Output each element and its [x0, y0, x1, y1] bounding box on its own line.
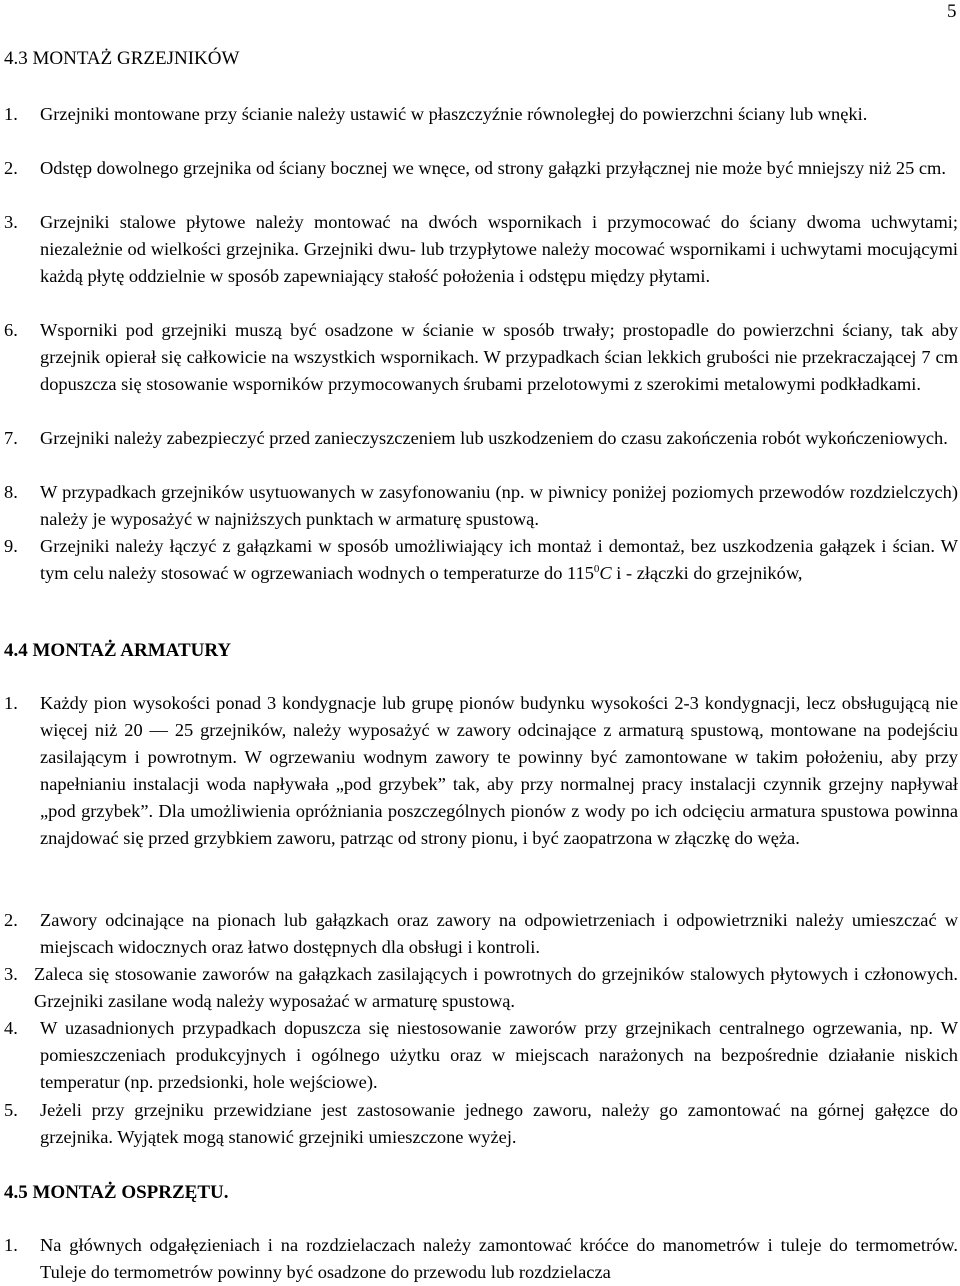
- list-item: [4, 907, 958, 961]
- list-item: [4, 690, 958, 852]
- item-text: [40, 533, 958, 587]
- item-number: 8.: [4, 482, 18, 502]
- item-number: 4.: [4, 1018, 18, 1038]
- item-text-part: Grzejniki należy łączyć z gałązkami w sposób umożliwiający ich montaż i demontaż, bez uszkodzenia gałązek i ścian. W tym celu należy stosować w ogrzewaniach wodnych o temperaturze do 115: [40, 536, 958, 583]
- item-text: W uzasadnionych przypadkach dopuszcza się niestosowanie zaworów przy grzejnikach centralnego ogrzewania, np. W pomieszczeniach produkcyjnych i ogólnego użytku oraz w miejscach narażonych na bezpośrednie działanie niskich temperatur (np. przedsionki, hole wejściowe).: [40, 1018, 958, 1092]
- item-number: 5.: [4, 1100, 18, 1120]
- item-number: 1.: [4, 1235, 18, 1255]
- section-heading-4-3: 4.3 MONTAŻ GRZEJNIKÓW: [4, 48, 240, 69]
- list-item: [4, 479, 958, 533]
- item-number: 6.: [4, 320, 18, 340]
- item-number: 7.: [4, 428, 18, 448]
- item-number: 1.: [4, 104, 18, 124]
- item-number: 9.: [4, 536, 18, 556]
- item-text: Każdy pion wysokości ponad 3 kondygnacje lub grupę pionów budynku wysokości 2-3 kondygnacji, lecz obsługującą nie więcej niż 20 — 25 grzejników, należy wyposażyć w zawory odcinające z armaturą spustową, montowane na podejściu zasilającym i powrotnym. W ogrzewaniu wodnym zawory te powinny być zamontowane w takim położeniu, aby przy napełnianiu instalacji woda napływała „pod grzybek” tak, aby przy normalnej pracy instalacji czynnik grzejny napływał „pod grzybek”. Dla umożliwienia opróżniania poszczególnych pionów z wody po ich odcięciu armatura spustowa powinna znajdować się przed grzybkiem zaworu, patrząc od strony pionu, i być zaopatrzona w złączkę do węża.: [40, 693, 958, 848]
- list-item: [4, 155, 958, 182]
- list-item: [4, 101, 958, 128]
- item-text: Zaleca się stosowanie zaworów na gałązkach zasilających i powrotnych do grzejników stalowych płytowych i członowych. Grzejniki zasilane wodą należy wyposażać w armaturę spustową.: [34, 964, 958, 1011]
- list-item: [4, 1232, 958, 1286]
- list-item: [4, 533, 958, 587]
- list-item: [4, 1097, 958, 1151]
- unit-celsius: C: [599, 563, 612, 583]
- item-number: 1.: [4, 693, 18, 713]
- section-heading-4-5: 4.5 MONTAŻ OSPRZĘTU.: [4, 1182, 229, 1203]
- item-number: 2.: [4, 158, 18, 178]
- item-text: W przypadkach grzejników usytuowanych w zasyfonowaniu (np. w piwnicy poniżej poziomych przewodów rozdzielczych) należy je wyposażyć w najniższych punktach w armaturę spustową.: [40, 482, 958, 529]
- item-number: 2.: [4, 910, 18, 930]
- item-text: Grzejniki montowane przy ścianie należy ustawić w płaszczyźnie równoległej do powierzchni ściany lub wnęki.: [40, 104, 868, 124]
- item-text: Zawory odcinające na pionach lub gałązkach oraz zawory na odpowietrzeniach i odpowietrzniki należy umieszczać w miejscach widocznych oraz łatwo dostępnych dla obsługi i kontroli.: [40, 910, 958, 957]
- item-text: Jeżeli przy grzejniku przewidziane jest zastosowanie jednego zaworu, należy go zamontować na górnej gałęzce do grzejnika. Wyjątek mogą stanowić grzejniki umieszczone wyżej.: [40, 1100, 958, 1147]
- item-text-part: i - złączki do grzejników,: [611, 563, 803, 583]
- list-item: [4, 425, 958, 452]
- list-item: [4, 209, 958, 290]
- section-heading-4-4: 4.4 MONTAŻ ARMATURY: [4, 640, 232, 661]
- item-text: Grzejniki należy zabezpieczyć przed zanieczyszczeniem lub uszkodzeniem do czasu zakończenia robót wykończeniowych.: [40, 428, 948, 448]
- item-number: 3.: [4, 964, 18, 984]
- item-text: Na głównych odgałęzieniach i na rozdzielaczach należy zamontować króćce do manometrów i tuleje do termometrów. Tuleje do termometrów powinny być osadzone do przewodu lub rozdzielacza: [40, 1235, 958, 1282]
- degree-superscript: 0: [593, 562, 600, 575]
- item-text: Odstęp dowolnego grzejnika od ściany bocznej we wnęce, od strony gałązki przyłącznej nie może być mniejszy niż 25 cm.: [40, 158, 946, 178]
- list-item: [4, 961, 958, 1015]
- page-number: 5: [947, 1, 957, 22]
- item-number: 3.: [4, 212, 18, 232]
- item-text: Grzejniki stalowe płytowe należy montować na dwóch wspornikach i przymocować do ściany dwoma uchwytami; niezależnie od wielkości grzejnika. Grzejniki dwu- lub trzypłytowe należy mocować wspornikami i uchwytami mocującymi każdą płytę oddzielnie w sposób zapewniający stałość położenia i odstępu między płytami.: [40, 212, 958, 286]
- item-text: Wsporniki pod grzejniki muszą być osadzone w ścianie w sposób trwały; prostopadle do powierzchni ściany, tak aby grzejnik opierał się całkowicie na wszystkich wspornikach. W przypadkach ścian lekkich grubości nie przekraczającej 7 cm dopuszcza się stosowanie wsporników przymocowanych śrubami przelotowymi z szerokimi metalowymi podkładkami.: [40, 320, 958, 394]
- list-item: [4, 1015, 958, 1096]
- list-item: [4, 317, 958, 398]
